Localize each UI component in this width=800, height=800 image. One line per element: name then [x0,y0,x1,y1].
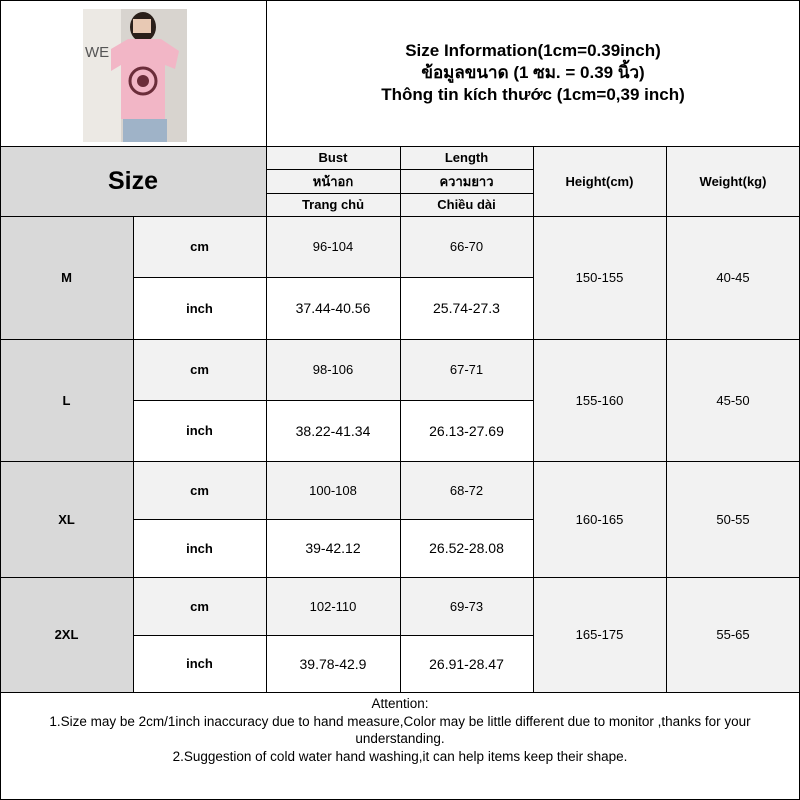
attention-line-1: 1.Size may be 2cm/1inch inaccuracy due to hand measure,Color may be little different due to monitor ,thanks for your understanding. [49,713,751,746]
weight-2xl: 55-65 [666,577,800,692]
bust-header-th: หน้าอก [266,169,400,193]
size-column-header: Size [0,146,266,216]
attention-note [0,692,800,798]
bust-cm-l: 98-106 [266,339,400,400]
weight-m: 40-45 [666,216,800,339]
height-m: 150-155 [533,216,666,339]
grid-line [533,146,534,692]
unit-inch-l: inch [133,400,266,461]
length-header-en: Length [400,146,533,169]
unit-cm-m: cm [133,216,266,277]
length-inch-xl: 26.52-28.08 [400,519,533,577]
bust-cm-m: 96-104 [266,216,400,277]
unit-inch-2xl: inch [133,635,266,692]
length-header-th: ความยาว [400,169,533,193]
grid-line [133,519,533,520]
product-photo [83,9,187,142]
length-cm-m: 66-70 [400,216,533,277]
size-info-header [266,0,800,146]
grid-line [133,216,134,692]
attention-line-2: 2.Suggestion of cold water hand washing,it can help items keep their shape. [172,748,628,764]
grid-line [0,692,800,693]
length-inch-l: 26.13-27.69 [400,400,533,461]
bust-header-en: Bust [266,146,400,169]
length-header-vi: Chiều dài [400,193,533,216]
height-2xl: 165-175 [533,577,666,692]
grid-line [133,277,533,278]
length-cm-l: 67-71 [400,339,533,400]
header-line-en: Size Information(1cm=0.39inch) [405,41,661,60]
bust-inch-m: 37.44-40.56 [266,277,400,339]
unit-inch-m: inch [133,277,266,339]
length-cm-2xl: 69-73 [400,577,533,635]
length-inch-m: 25.74-27.3 [400,277,533,339]
grid-line [0,0,800,1]
bust-inch-l: 38.22-41.34 [266,400,400,461]
length-cm-xl: 68-72 [400,461,533,519]
grid-line [266,0,267,692]
length-inch-2xl: 26.91-28.47 [400,635,533,692]
unit-cm-2xl: cm [133,577,266,635]
bust-cm-xl: 100-108 [266,461,400,519]
weight-xl: 50-55 [666,461,800,577]
weight-header: Weight(kg) [666,146,800,216]
weight-l: 45-50 [666,339,800,461]
size-cell-l: L [0,339,133,461]
bust-header-vi: Trang chủ [266,193,400,216]
attention-title: Attention: [371,696,429,711]
bust-cm-2xl: 102-110 [266,577,400,635]
size-cell-2xl: 2XL [0,577,133,692]
grid-line [400,146,401,692]
grid-line [0,0,1,800]
size-cell-xl: XL [0,461,133,577]
pink-tshirt-photo-icon [83,9,187,142]
unit-inch-xl: inch [133,519,266,577]
header-line-vi: Thông tin kích thước (1cm=0,39 inch) [381,85,685,104]
height-l: 155-160 [533,339,666,461]
grid-line [666,146,667,692]
grid-line [133,400,533,401]
bust-inch-xl: 39-42.12 [266,519,400,577]
height-header: Height(cm) [533,146,666,216]
unit-cm-l: cm [133,339,266,400]
size-cell-m: M [0,216,133,339]
bust-inch-2xl: 39.78-42.9 [266,635,400,692]
header-line-th: ข้อมูลขนาด (1 ซม. = 0.39 นิ้ว) [421,63,645,82]
wall-print-text: WE [85,44,110,61]
height-xl: 160-165 [533,461,666,577]
grid-line [133,635,533,636]
unit-cm-xl: cm [133,461,266,519]
